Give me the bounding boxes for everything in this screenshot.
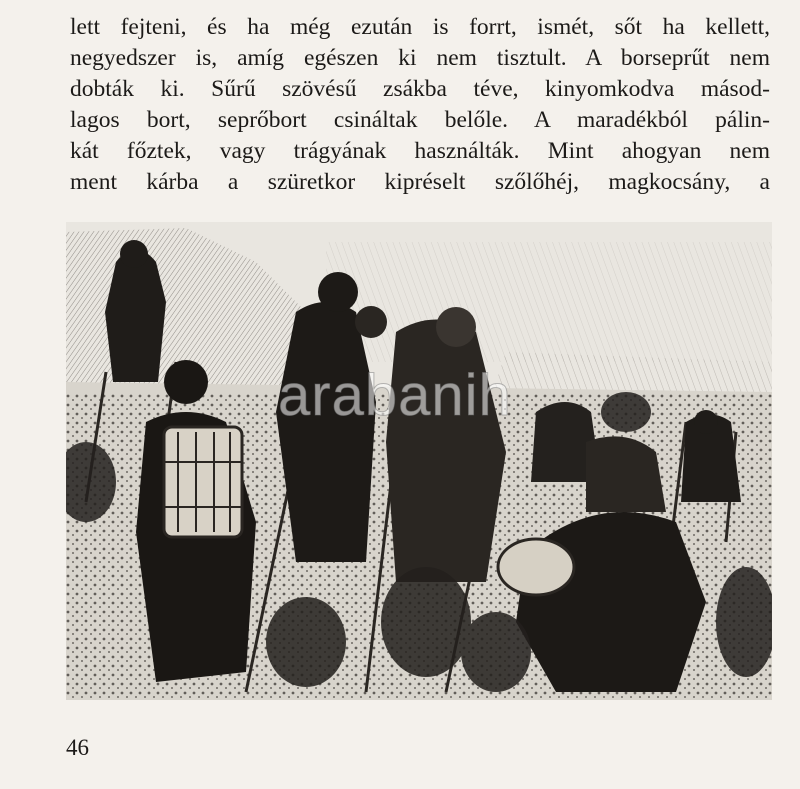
harvest-engraving-image: [66, 222, 772, 700]
text-line: lett fejteni, és ha még ezután is forrt, ismét, sőt ha kellett,: [70, 14, 770, 40]
body-text: [70, 0, 770, 198]
harvest-illustration: [66, 222, 772, 700]
text-line: negyedszer is, amíg egészen ki nem tisztult. A borseprűt nem: [70, 45, 770, 71]
text-line: ment kárba a szüretkor kipréselt szőlőhéj, magkocsány, a: [70, 169, 770, 195]
watermark-text: arabanih: [278, 363, 512, 428]
text-line: dobták ki. Sűrű szövésű zsákba téve, kinyomkodva másod-: [70, 76, 770, 102]
text-line: kát főztek, vagy trágyának használták. Mint ahogyan nem: [70, 138, 770, 164]
text-line: lagos bort, seprőbort csináltak belőle. A maradékból pálin-: [70, 107, 770, 133]
page-number: 46: [66, 735, 89, 760]
